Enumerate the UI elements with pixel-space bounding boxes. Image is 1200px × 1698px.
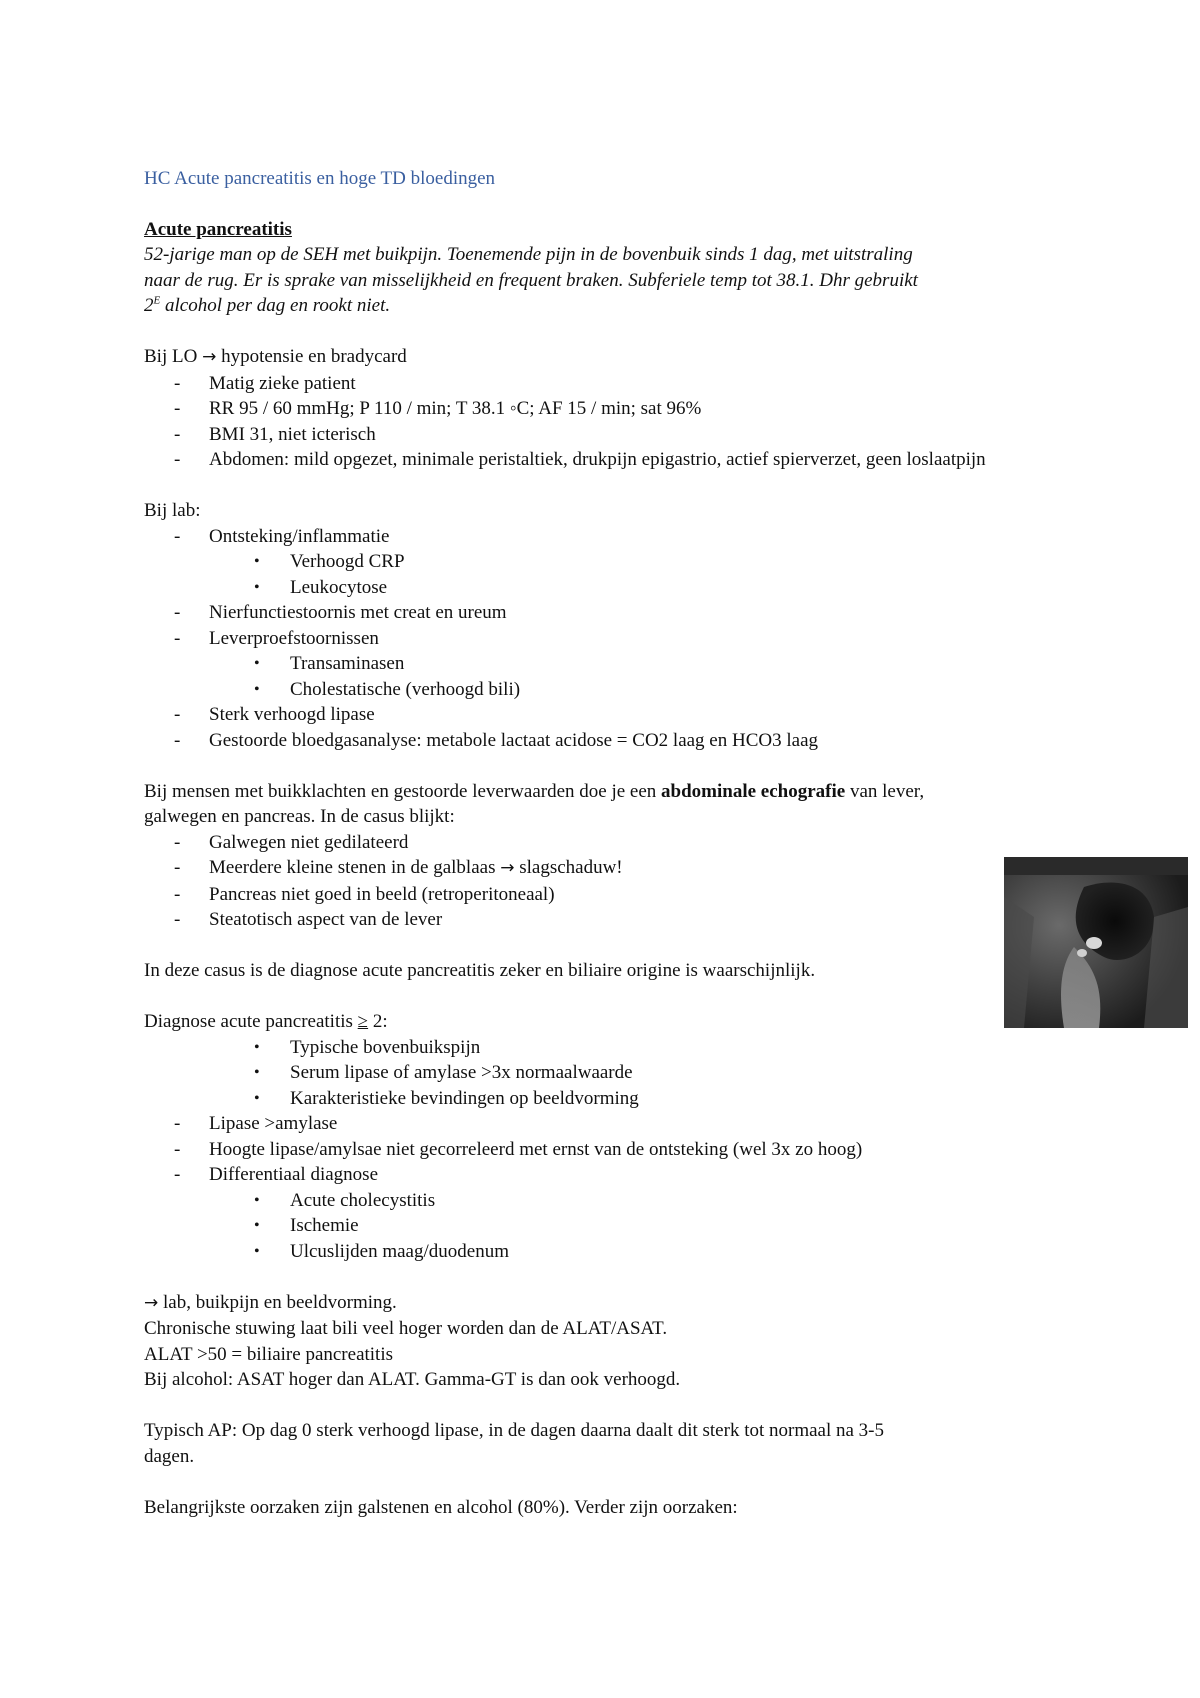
- bullet-icon: •: [254, 1242, 260, 1260]
- sub-list-item-text: Cholestatische (verhoogd bili): [290, 678, 521, 700]
- bullet-icon: •: [254, 1217, 260, 1234]
- sub-list-item-text: Ulcuslijden maag/duodenum: [290, 1240, 509, 1262]
- case-number: 2: [144, 295, 154, 316]
- list-item-text: Leverproefstoornissen: [209, 627, 379, 649]
- criteria-item: [144, 1035, 1064, 1061]
- dash-icon: -: [174, 883, 181, 905]
- dash-icon: -: [174, 909, 181, 930]
- dash-icon: -: [174, 1138, 181, 1160]
- sub-list-item: [209, 549, 1064, 575]
- sub-list-item-text: Verhoogd CRP: [290, 551, 405, 572]
- dash-icon: -: [174, 602, 181, 623]
- page-title: HC Acute pancreatitis en hoge TD bloedingen: [144, 168, 496, 189]
- bullet-icon: •: [254, 680, 260, 698]
- list-item-text: Abdomen: mild opgezet, minimale peristaltiek, drukpijn epigastrio, actief spierverzet, geen loslaatpijn: [209, 449, 986, 470]
- criteria-item: [144, 1086, 1064, 1112]
- list-item: [144, 1111, 1064, 1137]
- dash-icon: -: [174, 729, 181, 751]
- case-superscript: E: [153, 294, 161, 307]
- sub-list-item: [209, 1188, 1064, 1214]
- list-item-text: Hoogte lipase/amylsae niet gecorreleerd met ernst van de ontsteking (wel 3x zo hoog): [209, 1138, 863, 1160]
- dash-icon: -: [174, 423, 181, 445]
- sub-list-item: [209, 1239, 1064, 1265]
- typical-line-2: dagen.: [144, 1445, 195, 1467]
- criteria-item-text: Serum lipase of amylase >3x normaalwaarde: [290, 1062, 633, 1083]
- list-item-text: Matig zieke patient: [209, 372, 356, 394]
- lab-list: [144, 524, 1064, 754]
- sub-list-item-text: Ischemie: [290, 1215, 359, 1236]
- echo-intro-tail: van lever,: [845, 780, 925, 802]
- ultrasound-graphic: [1004, 857, 1188, 1028]
- list-item: [144, 882, 1064, 908]
- case-text: alcohol per dag en rookt niet.: [160, 295, 391, 316]
- sub-list: [209, 1188, 1064, 1265]
- criteria-item: [144, 1060, 1064, 1086]
- sub-list-item-text: Transaminasen: [290, 653, 405, 674]
- list-item-text: Steatotisch aspect van de lever: [209, 909, 443, 930]
- dash-icon: -: [174, 704, 181, 725]
- gte-symbol: ≥: [357, 1011, 369, 1032]
- dash-icon: -: [174, 398, 181, 419]
- case-line-1: 52-jarige man op de SEH met buikpijn. Toenemende pijn in de bovenbuik sinds 1 dag, met uitstraling: [144, 244, 913, 265]
- bullet-icon: •: [254, 578, 260, 596]
- list-item-text: RR 95 / 60 mmHg; P 110 / min; T 38.1 ◦C; AF 15 / min; sat 96%: [209, 398, 702, 419]
- list-item: [144, 702, 1064, 728]
- arrow-right-icon: →: [202, 347, 217, 367]
- sub-list: [209, 549, 1064, 600]
- criteria-item-text: Typische bovenbuikspijn: [290, 1036, 481, 1058]
- dash-icon: -: [174, 831, 181, 853]
- list-item-text: Meerdere kleine stenen in de galblaas: [209, 857, 501, 878]
- list-item-text: Differentiaal diagnose: [209, 1164, 378, 1185]
- criteria-list: [144, 1035, 1064, 1112]
- case-line-3: [144, 293, 1064, 319]
- sub-list-item: [209, 575, 1064, 601]
- case-line-2: naar de rug. Er is sprake van misselijkheid en frequent braken. Subferiele temp tot 38.1. Dhr gebruikt: [144, 269, 918, 291]
- sub-list-item: [209, 651, 1064, 677]
- notes-line-2: Chronische stuwing laat bili veel hoger worden dan de ALAT/ASAT.: [144, 1318, 668, 1339]
- typical-line-1: Typisch AP: Op dag 0 sterk verhoogd lipase, in de dagen daarna daalt dit sterk tot normaal na 3-5: [144, 1420, 885, 1441]
- arrow-right-icon: →: [500, 858, 515, 878]
- list-item-text: Nierfunctiestoornis met creat en ureum: [209, 602, 507, 623]
- ultrasound-image: [1004, 857, 1188, 1028]
- section-heading-acute-pancreatitis: [144, 217, 1064, 243]
- list-item: [144, 422, 1064, 448]
- dash-icon: -: [174, 1164, 181, 1185]
- list-item-text: slagschaduw!: [514, 857, 623, 878]
- sub-list-item-text: Leukocytose: [290, 576, 388, 598]
- list-item: [144, 830, 1064, 856]
- diagnosis-intro-text: Diagnose acute pancreatitis: [144, 1011, 358, 1032]
- document-page: [144, 166, 1064, 1520]
- sub-list-item-text: Acute cholecystitis: [290, 1189, 436, 1211]
- notes-line-1-text: lab, buikpijn en beeldvorming.: [158, 1291, 397, 1313]
- list-item: [144, 907, 1064, 933]
- sub-list-item: [209, 677, 1064, 703]
- dash-icon: -: [174, 627, 181, 649]
- list-item-text: BMI 31, niet icterisch: [209, 423, 376, 445]
- section-heading-text: Acute pancreatitis: [144, 218, 292, 240]
- lab-intro: Bij lab:: [144, 500, 201, 521]
- echo-intro-line-2: galwegen en pancreas. In de casus blijkt:: [144, 806, 455, 827]
- lo-list: [144, 371, 1064, 473]
- list-item: [144, 728, 1064, 754]
- echo-conclusion: In deze casus is de diagnose acute pancreatitis zeker en biliaire origine is waarschijnlijk.: [144, 960, 816, 981]
- notes-line-3: ALAT >50 = biliaire pancreatitis: [144, 1343, 394, 1365]
- list-item: [144, 524, 1064, 601]
- sub-list: [209, 651, 1064, 702]
- sub-list-item: [209, 1213, 1064, 1239]
- list-item: [144, 600, 1064, 626]
- notes-line-4: Bij alcohol: ASAT hoger dan ALAT. Gamma-GT is dan ook verhoogd.: [144, 1369, 681, 1390]
- dash-icon: -: [174, 449, 181, 470]
- bullet-icon: •: [254, 553, 260, 570]
- notes-line-1: [144, 1290, 1064, 1317]
- list-item: [144, 855, 1064, 882]
- dash-icon: -: [174, 525, 181, 547]
- criteria-item-text: Karakteristieke bevindingen op beeldvorming: [290, 1087, 639, 1109]
- dash-icon: -: [174, 1113, 181, 1134]
- echo-intro: [144, 779, 1064, 805]
- list-item: [144, 447, 1064, 473]
- list-item: [144, 396, 1064, 422]
- list-item-text: Lipase >amylase: [209, 1113, 338, 1134]
- bullet-icon: •: [254, 1191, 260, 1209]
- list-item-text: Sterk verhoogd lipase: [209, 704, 375, 725]
- echo-list: [144, 830, 1064, 933]
- echo-intro-text: Bij mensen met buikklachten en gestoorde leverwaarden doe je een: [144, 780, 662, 802]
- list-item: [144, 1137, 1064, 1163]
- bullet-icon: •: [254, 1064, 260, 1081]
- dash-icon: -: [174, 372, 181, 394]
- diagnosis-intro-tail: 2:: [368, 1011, 388, 1032]
- list-item-text: Pancreas niet goed in beeld (retroperitoneaal): [209, 883, 555, 905]
- bullet-icon: •: [254, 1089, 260, 1107]
- lo-intro: [144, 344, 1064, 371]
- bullet-icon: •: [254, 655, 260, 672]
- list-item-text: Gestoorde bloedgasanalyse: metabole lactaat acidose = CO2 laag en HCO3 laag: [209, 729, 819, 751]
- list-item-text: Galwegen niet gedilateerd: [209, 831, 409, 853]
- list-item: [144, 371, 1064, 397]
- list-item: [144, 626, 1064, 703]
- diagnosis-intro: [144, 1009, 1064, 1035]
- arrow-right-icon: →: [144, 1292, 159, 1313]
- bullet-icon: •: [254, 1038, 260, 1056]
- list-item: [144, 1162, 1064, 1264]
- dash-icon: -: [174, 857, 181, 878]
- lo-intro-result: hypotensie en bradycard: [216, 346, 407, 367]
- echo-intro-bold: abdominale echografie: [661, 780, 846, 802]
- diagnosis-list: [144, 1111, 1064, 1264]
- lo-intro-text: Bij LO: [144, 346, 203, 367]
- list-item-text: Ontsteking/inflammatie: [209, 525, 390, 547]
- causes-line: Belangrijkste oorzaken zijn galstenen en alcohol (80%). Verder zijn oorzaken:: [144, 1496, 738, 1518]
